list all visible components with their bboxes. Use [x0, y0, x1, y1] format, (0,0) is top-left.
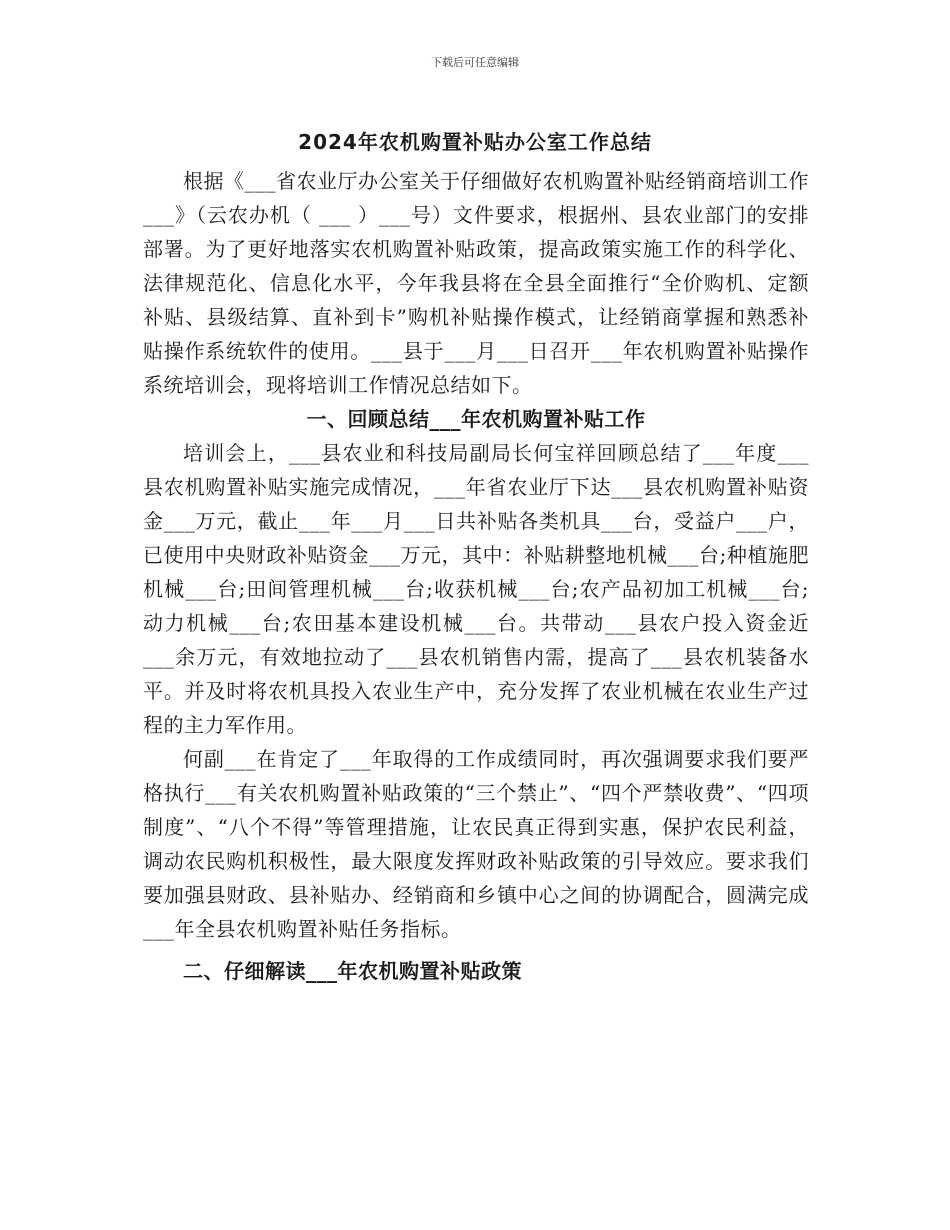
intro-paragraph: 根据《___省农业厅办公室关于仔细做好农机购置补贴经销商培训工作___》（云农办机（ ___ ）___号）文件要求，根据州、县农业部门的安排部署。为了更好地落实农机购置补贴政策，提高政策实施工作的科学化、法律规范化、信息化水平，今年我县将在全县全面推行“全价购机、定额补贴、县级结算、直补到卡”购机补贴操作模式，让经销商掌握和熟悉补贴操作系统软件的使用。___县于___月___日召开___年农机购置补贴操作系统培训会，现将培训工作情况总结如下。 — [143, 169, 809, 397]
document-body — [143, 164, 809, 988]
section-2-heading: 二、仔细解读___年农机购置补贴政策 — [183, 959, 522, 983]
spacer — [143, 946, 809, 954]
document-title: 2024年农机购置补贴办公室工作总结 — [298, 130, 652, 154]
section-1-paragraph-1: 培训会上，___县农业和科技局副局长何宝祥回顾总结了___年度___县农机购置补贴实施完成情况，___年省农业厅下达___县农机购置补贴资金___万元，截止___年___月___日共补贴各类机具___台，受益户___户，已使用中央财政补贴资金___万元，其中：补贴耕整地机械___台;种植施肥机械___台;田间管理机械___台;收获机械___台;农产品初加工机械___台;动力机械___台;农田基本建设机械___台。共带动___县农户投入资金近___余万元，有效地拉动了___县农机销售内需，提高了___县农机装备水平。并及时将农机具投入农业生产中，充分发挥了农业机械在农业生产过程的主力军作用。 — [143, 441, 809, 737]
section-1-heading: 一、回顾总结___年农机购置补贴工作 — [306, 407, 646, 431]
header-note: 下载后可任意编辑 — [431, 56, 519, 69]
section-1-paragraph-2: 何副___在肯定了___年取得的工作成绩同时，再次强调要求我们要严格执行___有关农机购置补贴政策的“三个禁止”、“四个严禁收费”、“四项制度”、“八个不得”等管理措施，让农民真正得到实惠，保护农民利益，调动农民购机积极性，最大限度发挥财政补贴政策的引导效应。要求我们要加强县财政、县补贴办、经销商和乡镇中心之间的协调配合，圆满完成___年全县农机购置补贴任务指标。 — [143, 747, 809, 941]
